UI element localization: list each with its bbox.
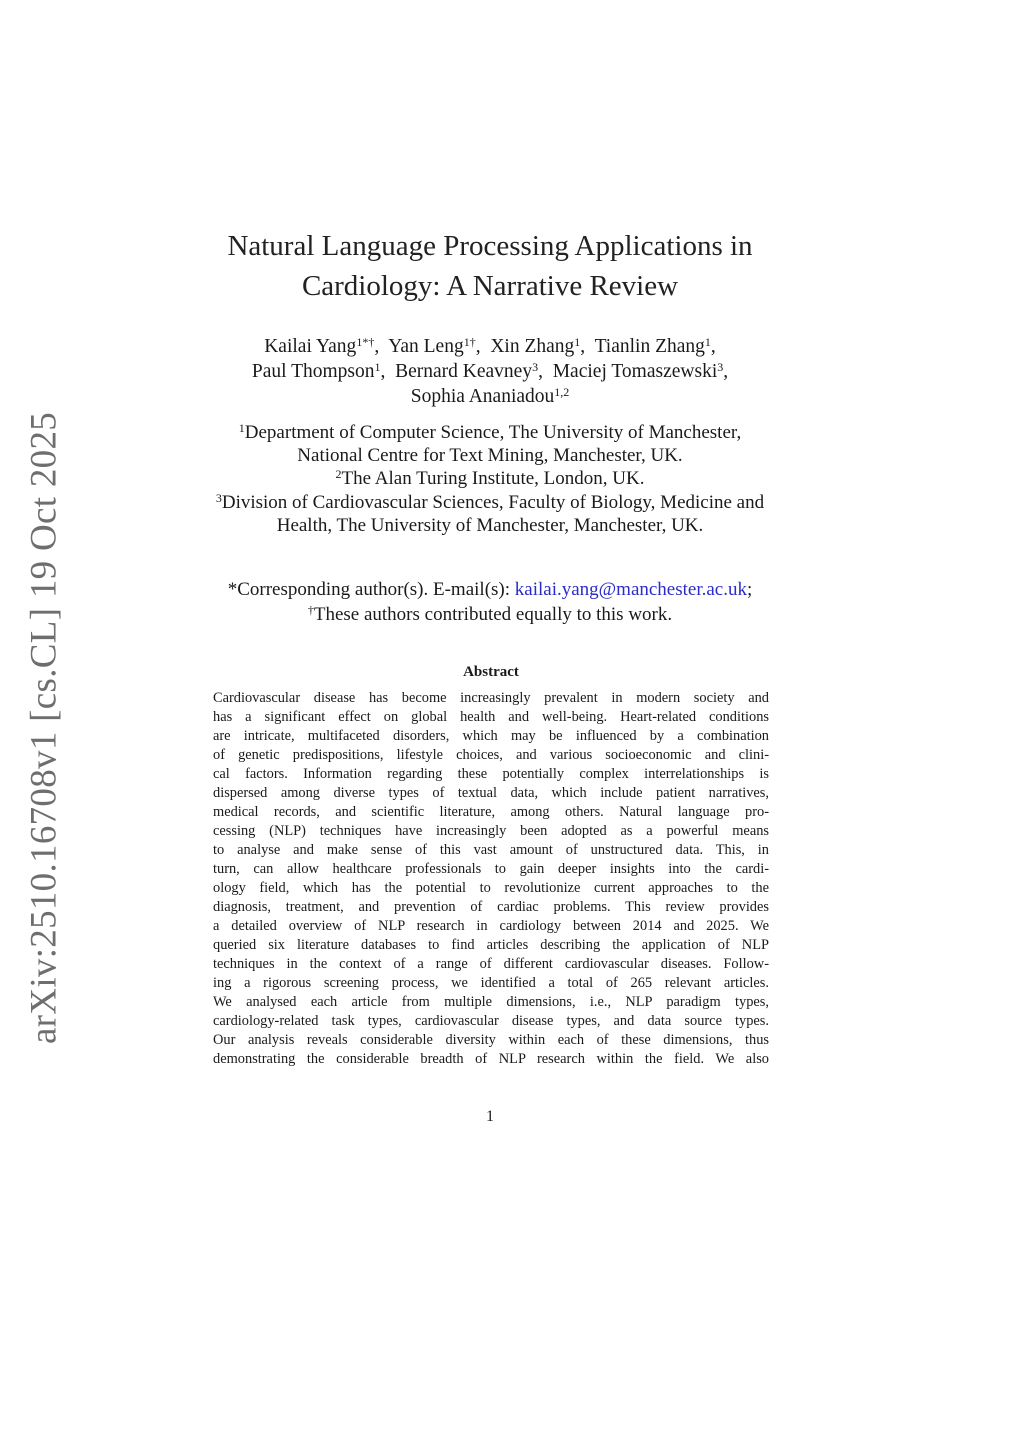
author-list	[140, 334, 840, 409]
affiliation-line	[140, 467, 840, 490]
author-affiliation-mark: 3	[532, 360, 539, 374]
affiliation-mark: 2	[335, 467, 342, 482]
affiliation-text: Health, The University of Manchester, Manchester, UK.	[276, 514, 704, 536]
abstract-line: Cardiovascular disease has become increasingly prevalent in modern society and	[213, 690, 769, 706]
corresponding-author-line	[140, 577, 840, 602]
corresponding-prefix: *Corresponding author(s). E-mail(s):	[227, 579, 515, 600]
abstract-line: medical records, and scientific literature, among others. Natural language pro-	[213, 804, 769, 821]
abstract-line: a detailed overview of NLP research in cardiology between 2014 and 2025. We	[213, 918, 769, 935]
abstract-line: to analyse and make sense of this vast amount of unstructured data. This, in	[213, 842, 769, 859]
author-name: Sophia Ananiadou	[410, 386, 555, 407]
abstract-line: techniques in the context of a range of different cardiovascular diseases. Follow-	[213, 956, 769, 973]
author-affiliation-mark: 1†	[463, 335, 476, 349]
abstract-line: ology field, which has the potential to revolutionize current approaches to the	[213, 880, 769, 897]
affiliation-line	[140, 514, 840, 537]
abstract-line: are intricate, multifaceted disorders, which may be influenced by a combination	[213, 728, 769, 745]
author: Paul Thompson$^1$,	[251, 360, 386, 382]
author-name: Xin Zhang	[490, 336, 575, 357]
abstract-line: turn, can allow healthcare professionals to gain deeper insights into the cardi-	[213, 861, 769, 878]
abstract-line: cessing (NLP) techniques have increasingly been adopted as a powerful means	[213, 823, 769, 840]
affiliation-text: Department of Computer Science, The University of Manchester,	[244, 422, 742, 443]
paper-title	[140, 226, 840, 306]
author-name: Paul Thompson	[251, 361, 375, 382]
corresponding-email-link[interactable]: kailai.yang@manchester.ac.uk	[514, 579, 747, 600]
affiliation-text: The Alan Turing Institute, London, UK.	[341, 468, 645, 490]
equal-contribution-text: These authors contributed equally to this work.	[313, 604, 673, 625]
title-line-2: Cardiology: A Narrative Review	[301, 270, 679, 302]
abstract-heading: Abstract	[463, 664, 519, 680]
abstract-line: cardiology-related task types, cardiovascular disease types, and data source types.	[213, 1013, 769, 1030]
affiliation-mark: 1	[238, 421, 245, 435]
abstract-line: Our analysis reveals considerable diversity within each of these dimensions, thus	[213, 1032, 769, 1049]
author-affiliation-mark: 3	[717, 360, 724, 374]
affiliation-line	[140, 491, 840, 514]
affiliation-line	[140, 444, 840, 467]
abstract-line: demonstrating the considerable breadth of NLP research within the field. We also	[213, 1051, 769, 1068]
page-number: 1	[486, 1108, 494, 1125]
abstract-line: ing a rigorous screening process, we identified a total of 265 relevant articles.	[213, 975, 769, 992]
author	[411, 386, 570, 407]
abstract-line: We analysed each article from multiple dimensions, i.e., NLP paradigm types,	[213, 994, 769, 1011]
affiliation-line	[140, 421, 840, 444]
abstract-line: has a significant effect on global health and well-being. Heart-related conditions	[213, 709, 769, 726]
affiliation-list	[140, 421, 840, 537]
author-name: Maciej Tomaszewski	[552, 361, 718, 382]
affiliation-text: Division of Cardiovascular Sciences, Faculty of Biology, Medicine and	[221, 491, 765, 513]
abstract-line: diagnosis, treatment, and prevention of cardiac problems. This review provides	[213, 899, 769, 916]
author: Kailai Yang$^{1*\dagger}$,	[264, 335, 380, 357]
title-line-1: Natural Language Processing Applications in	[227, 230, 753, 262]
corresponding-suffix: ;	[747, 579, 753, 600]
author-name: Yan Leng	[388, 336, 464, 357]
author-affiliation-mark: 1*†	[356, 335, 375, 349]
author-name: Kailai Yang	[264, 336, 357, 357]
abstract-body	[213, 689, 769, 1069]
abstract-line: of genetic predispositions, lifestyle choices, and various socioeconomic and clini-	[213, 747, 769, 764]
abstract-line: dispersed among diverse types of textual data, which include patient narratives,	[213, 785, 769, 802]
abstract-line: queried six literature databases to find articles describing the application of NLP	[213, 937, 769, 954]
author-affiliation-mark: 1	[374, 360, 381, 374]
correspondence-note	[140, 577, 840, 627]
affiliation-text: National Centre for Text Mining, Manchester, UK.	[297, 445, 683, 467]
author: Xin Zhang$^1$,	[490, 335, 586, 357]
arxiv-identifier-stamp: arXiv:2510.16708v1 [cs.CL] 19 Oct 2025	[23, 411, 65, 1045]
affiliation-mark: 3	[215, 490, 222, 505]
equal-contribution-line	[140, 602, 840, 627]
author-name: Tianlin Zhang	[594, 336, 705, 357]
author: Tianlin Zhang$^1$,	[594, 335, 716, 357]
author-name: Bernard Keavney	[395, 361, 533, 382]
author-affiliation-mark: 1	[704, 335, 711, 349]
author-affiliation-mark: 1	[574, 335, 581, 349]
equal-contribution-mark: †	[307, 603, 314, 617]
author: Maciej Tomaszewski$^3$,	[552, 360, 729, 382]
author-affiliation-mark: 1,2	[554, 385, 570, 399]
author: Bernard Keavney$^3$,	[395, 360, 543, 382]
abstract-line: cal factors. Information regarding these potentially complex interrelationships is	[213, 766, 769, 783]
author: Yan Leng$^{1\dagger}$,	[388, 335, 481, 357]
